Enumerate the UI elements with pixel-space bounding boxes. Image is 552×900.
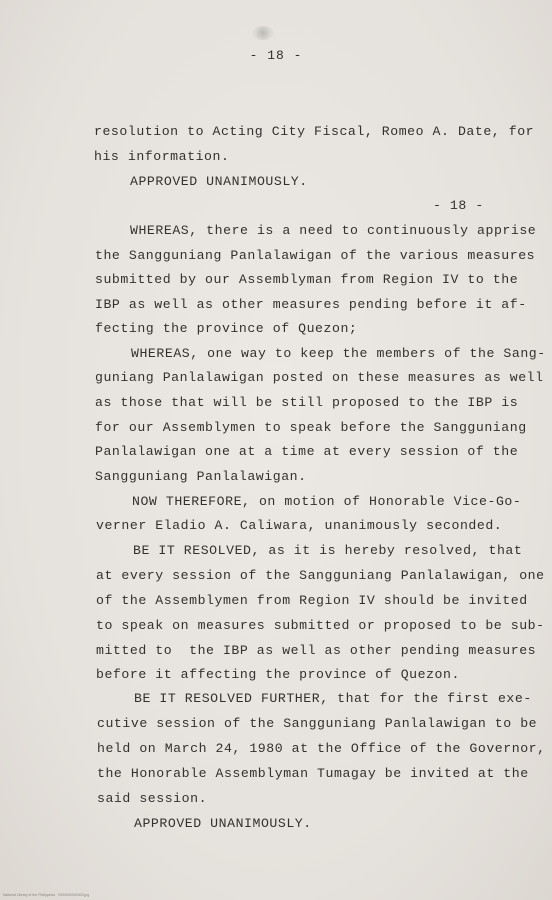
text-line: the Honorable Assemblyman Tumagay be invited at the bbox=[97, 766, 529, 781]
text-line: Sangguniang Panlalawigan. bbox=[95, 469, 307, 484]
page-number: - 18 - bbox=[249, 48, 303, 63]
text-line: mitted to the IBP as well as other pending measures bbox=[96, 643, 537, 658]
ink-smudge bbox=[252, 26, 274, 40]
text-line: before it affecting the province of Quezon. bbox=[96, 667, 460, 682]
text-line: his information. bbox=[94, 149, 230, 164]
text-line: as those that will be still proposed to the IBP is bbox=[95, 395, 519, 410]
text-line: NOW THEREFORE, on motion of Honorable Vice-Go- bbox=[132, 494, 522, 509]
text-line: BE IT RESOLVED FURTHER, that for the first exe- bbox=[134, 691, 532, 706]
text-line: cutive session of the Sangguniang Panlalawigan to be bbox=[97, 716, 538, 731]
text-line: held on March 24, 1980 at the Office of the Governor, bbox=[97, 741, 546, 756]
text-line: APPROVED UNANIMOUSLY. bbox=[130, 174, 308, 189]
text-line: APPROVED UNANIMOUSLY. bbox=[134, 816, 312, 831]
text-line: verner Eladio A. Caliwara, unanimously seconded. bbox=[96, 518, 503, 533]
text-line: of the Assemblymen from Region IV should be invited bbox=[96, 593, 528, 608]
text-line: guniang Panlalawigan posted on these measures as well bbox=[95, 370, 544, 385]
text-line: to speak on measures submitted or proposed to be sub- bbox=[96, 618, 545, 633]
text-line: resolution to Acting City Fiscal, Romeo A. Date, for bbox=[94, 124, 535, 139]
text-line: Panlalawigan one at a time at every session of the bbox=[95, 444, 519, 459]
text-line: IBP as well as other measures pending before it af- bbox=[95, 297, 527, 312]
text-line: submitted by our Assemblyman from Region IV to the bbox=[95, 272, 519, 287]
text-line: said session. bbox=[97, 791, 208, 806]
text-line: WHEREAS, one way to keep the members of the Sang- bbox=[131, 346, 546, 361]
text-line: WHEREAS, there is a need to continuously apprise bbox=[130, 223, 537, 238]
text-line: at every session of the Sangguniang Panlalawigan, one bbox=[96, 568, 545, 583]
text-line: for our Assemblymen to speak before the Sangguniang bbox=[95, 420, 527, 435]
text-line: fecting the province of Quezon; bbox=[95, 321, 358, 336]
text-line: the Sangguniang Panlalawigan of the various measures bbox=[95, 248, 536, 263]
archive-footer: National Library of the Philippines · 2000000000000.jpg bbox=[3, 893, 90, 897]
text-line: BE IT RESOLVED, as it is hereby resolved, that bbox=[133, 543, 523, 558]
text-line: - 18 - bbox=[433, 198, 484, 213]
